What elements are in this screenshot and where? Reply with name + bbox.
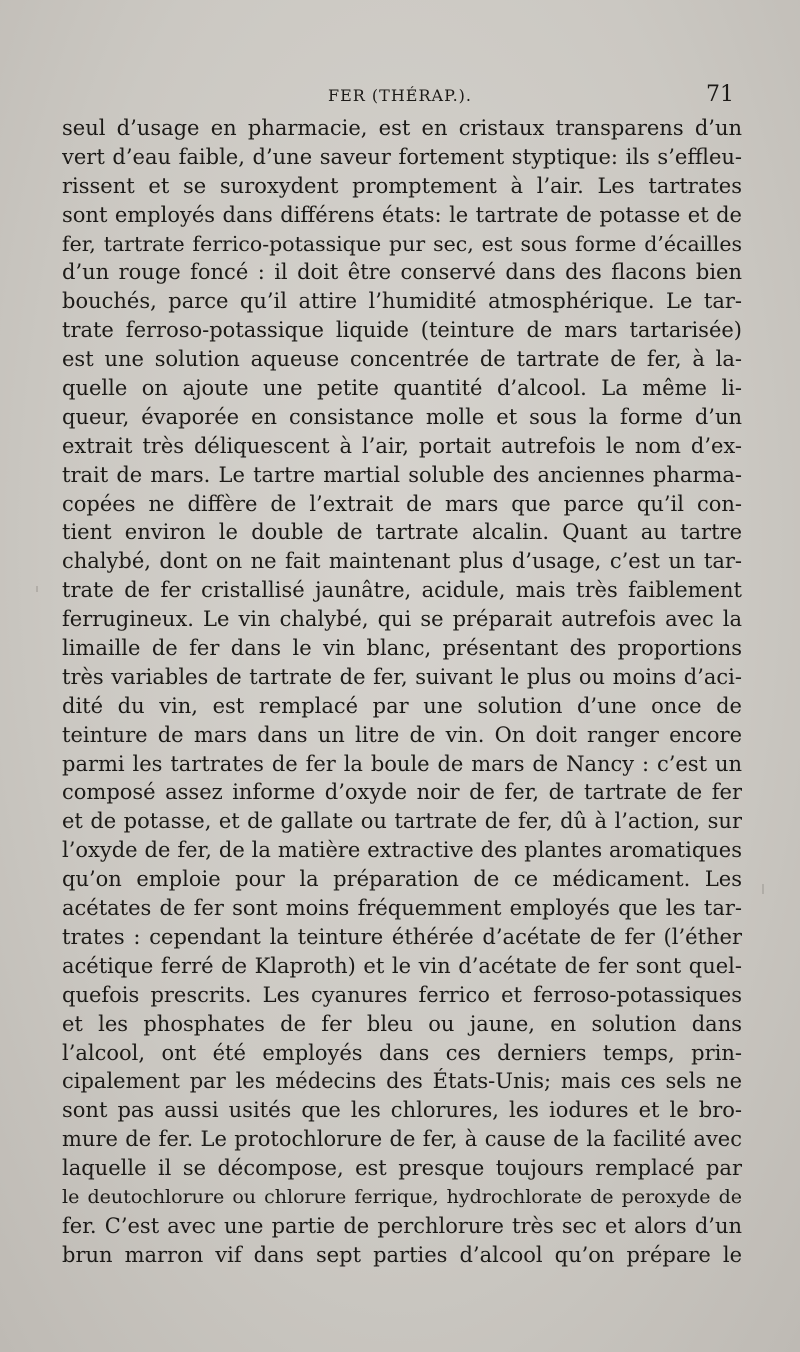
text-line: acétique ferré de Klaproth) et le vin d’acétate de fer sont quel- bbox=[62, 953, 742, 978]
text-line: cipalement par les médecins des États-Unis; mais ces sels ne bbox=[62, 1069, 742, 1094]
text-line: fer. C’est avec une partie de perchlorure très sec et alors d’un bbox=[62, 1213, 742, 1238]
text-line: est une solution aqueuse concentrée de tartrate de fer, à la- bbox=[62, 347, 742, 372]
text-line: quefois prescrits. Les cyanures ferrico et ferroso-potassiques bbox=[62, 982, 742, 1007]
text-line: trate de fer cristallisé jaunâtre, acidule, mais très faiblement bbox=[62, 578, 742, 603]
text-line: ferrugineux. Le vin chalybé, qui se préparait autrefois avec la bbox=[62, 607, 742, 632]
text-line: l’alcool, ont été employés dans ces derniers temps, prin- bbox=[62, 1040, 742, 1065]
text-line: d’un rouge foncé : il doit être conservé dans des flacons bien bbox=[62, 260, 742, 285]
page-number: 71 bbox=[706, 82, 734, 107]
text-line: mure de fer. Le protochlorure de fer, à cause de la facilité avec bbox=[62, 1127, 742, 1152]
text-line: chalybé, dont on ne fait maintenant plus d’usage, c’est un tar- bbox=[62, 549, 742, 574]
text-line: limaille de fer dans le vin blanc, présentant des proportions bbox=[62, 636, 742, 661]
text-line: et de potasse, et de gallate ou tartrate de fer, dû à l’action, sur bbox=[62, 809, 742, 834]
text-line: sont employés dans différens états: le tartrate de potasse et de bbox=[62, 202, 742, 227]
text-line: parmi les tartrates de fer la boule de mars de Nancy : c’est un bbox=[62, 751, 742, 776]
text-line: rissent et se suroxydent promptement à l’air. Les tartrates bbox=[62, 173, 742, 198]
text-line: acétates de fer sont moins fréquemment employés que les tar- bbox=[62, 896, 742, 921]
text-line: le deutochlorure ou chlorure ferrique, hydrochlorate de peroxyde de bbox=[62, 1185, 742, 1208]
text-line: trate ferroso-potassique liquide (teinture de mars tartarisée) bbox=[62, 318, 742, 343]
text-line: brun marron vif dans sept parties d’alcool qu’on prépare le bbox=[62, 1242, 742, 1267]
text-line: composé assez informe d’oxyde noir de fer, de tartrate de fer bbox=[62, 780, 742, 805]
paper-blemish bbox=[36, 586, 38, 592]
text-line: copées ne diffère de l’extrait de mars que parce qu’il con- bbox=[62, 491, 742, 516]
text-line: seul d’usage en pharmacie, est en cristaux transparens d’un bbox=[62, 116, 742, 140]
text-line: très variables de tartrate de fer, suivant le plus ou moins d’aci- bbox=[62, 664, 742, 689]
text-line: l’oxyde de fer, de la matière extractive des plantes aromatiques bbox=[62, 838, 742, 863]
text-line: trait de mars. Le tartre martial soluble des anciennes pharma- bbox=[62, 462, 742, 487]
text-line: tient environ le double de tartrate alcalin. Quant au tartre bbox=[62, 520, 742, 545]
running-head bbox=[0, 82, 800, 114]
running-title: FER (THÉRAP.). bbox=[328, 86, 472, 105]
text-line: vert d’eau faible, d’une saveur fortement styptique: ils s’effleu- bbox=[62, 144, 742, 169]
text-line: queur, évaporée en consistance molle et sous la forme d’un bbox=[62, 404, 742, 429]
text-line: dité du vin, est remplacé par une solution d’une once de bbox=[62, 693, 742, 718]
text-line: laquelle il se décompose, est presque toujours remplacé par bbox=[62, 1156, 742, 1181]
text-line: fer, tartrate ferrico-potassique pur sec, est sous forme d’écailles bbox=[62, 231, 742, 256]
text-line: trates : cependant la teinture éthérée d’acétate de fer (l’éther bbox=[62, 924, 742, 949]
body-text bbox=[62, 114, 742, 1270]
text-line: qu’on emploie pour la préparation de ce médicament. Les bbox=[62, 867, 742, 892]
text-line: extrait très déliquescent à l’air, portait autrefois le nom d’ex- bbox=[62, 433, 742, 458]
text-line: quelle on ajoute une petite quantité d’alcool. La même li- bbox=[62, 376, 742, 401]
text-line: sont pas aussi usités que les chlorures, les iodures et le bro- bbox=[62, 1098, 742, 1123]
text-line: teinture de mars dans un litre de vin. On doit ranger encore bbox=[62, 722, 742, 747]
text-line: et les phosphates de fer bleu ou jaune, en solution dans bbox=[62, 1011, 742, 1036]
text-line: bouchés, parce qu’il attire l’humidité atmosphérique. Le tar- bbox=[62, 289, 742, 314]
paper-blemish bbox=[762, 884, 764, 894]
